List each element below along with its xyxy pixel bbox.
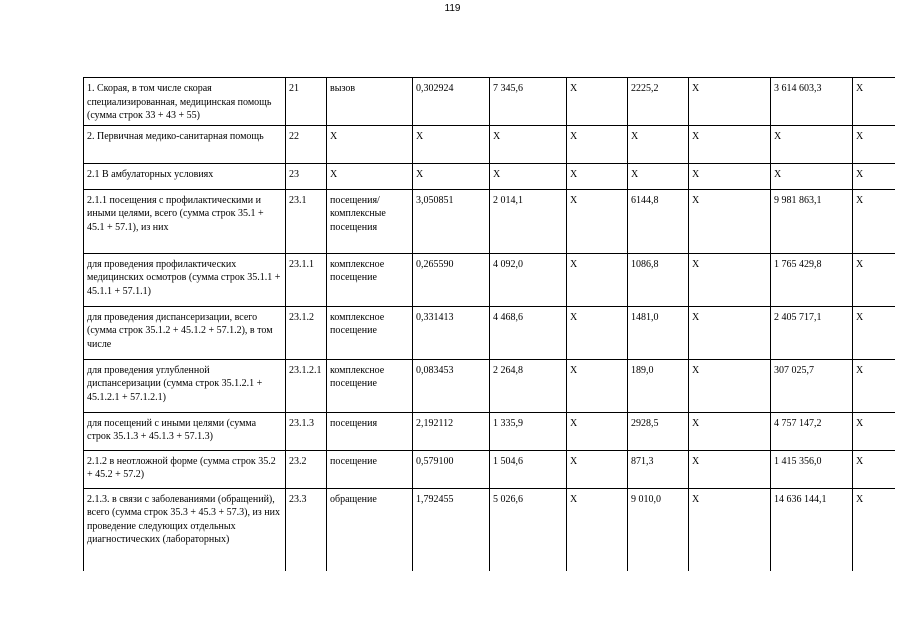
cell-col-x1: Х xyxy=(567,125,628,163)
cell-unit: Х xyxy=(327,163,413,189)
cell-cost-sum: 2928,5 xyxy=(628,412,689,450)
cell-cost-sum: 9 010,0 xyxy=(628,488,689,571)
cell-cost-sum: 189,0 xyxy=(628,359,689,412)
cell-cost-value: 7 345,6 xyxy=(490,78,567,126)
cell-cost-sum: Х xyxy=(628,163,689,189)
cell-norm-value: 2,192112 xyxy=(413,412,490,450)
cell-line-code: 23.1.2 xyxy=(286,306,327,359)
cell-row-label: 2. Первичная медико-санитарная помощь xyxy=(84,125,286,163)
cell-row-label: для проведения профилактических медицинских осмотров (сумма строк 35.1.1 + 45.1.1 + 57.1.1) xyxy=(84,253,286,306)
table-row xyxy=(84,306,896,359)
cell-norm-value: 0,083453 xyxy=(413,359,490,412)
cell-col-x3: Х xyxy=(853,450,896,488)
cell-col-x2: Х xyxy=(689,163,771,189)
cell-cost-sum: Х xyxy=(628,125,689,163)
cell-row-label: 2.1.1 посещения с профилактическими и иными целями, всего (сумма строк 35.1 + 45.1 + 57.1), из них xyxy=(84,189,286,253)
cell-col-x2: Х xyxy=(689,253,771,306)
cell-unit: комплексное посещение xyxy=(327,359,413,412)
cell-total-amount: 3 614 603,3 xyxy=(771,78,853,126)
cell-total-amount: 14 636 144,1 xyxy=(771,488,853,571)
cell-unit: посещение xyxy=(327,450,413,488)
cell-total-amount: 9 981 863,1 xyxy=(771,189,853,253)
cell-col-x1: Х xyxy=(567,253,628,306)
cell-cost-sum: 6144,8 xyxy=(628,189,689,253)
cell-line-code: 23.1.2.1 xyxy=(286,359,327,412)
cell-col-x1: Х xyxy=(567,450,628,488)
cell-col-x2: Х xyxy=(689,306,771,359)
cell-col-x3: Х xyxy=(853,78,896,126)
table-body xyxy=(84,78,896,572)
cell-norm-value: Х xyxy=(413,125,490,163)
cell-col-x2: Х xyxy=(689,125,771,163)
cell-unit: вызов xyxy=(327,78,413,126)
cell-col-x1: Х xyxy=(567,359,628,412)
table-row xyxy=(84,78,896,126)
cell-row-label: 2.1.2 в неотложной форме (сумма строк 35.2 + 45.2 + 57.2) xyxy=(84,450,286,488)
cell-cost-sum: 2225,2 xyxy=(628,78,689,126)
cell-row-label: 1. Скорая, в том числе скорая специализированная, медицинская помощь (сумма строк 33 + 43 + 55) xyxy=(84,78,286,126)
cell-col-x2: Х xyxy=(689,412,771,450)
cell-unit: Х xyxy=(327,125,413,163)
cell-col-x3: Х xyxy=(853,253,896,306)
cell-col-x1: Х xyxy=(567,488,628,571)
cell-col-x3: Х xyxy=(853,306,896,359)
table-row xyxy=(84,189,896,253)
cell-cost-sum: 1481,0 xyxy=(628,306,689,359)
cell-col-x1: Х xyxy=(567,78,628,126)
cell-line-code: 23.2 xyxy=(286,450,327,488)
cell-total-amount: 1 415 356,0 xyxy=(771,450,853,488)
cell-norm-value: 1,792455 xyxy=(413,488,490,571)
page-number: 119 xyxy=(444,3,461,14)
cell-cost-sum: 1086,8 xyxy=(628,253,689,306)
table-row xyxy=(84,253,896,306)
cell-row-label: для проведения диспансеризации, всего (сумма строк 35.1.2 + 45.1.2 + 57.1.2), в том числе xyxy=(84,306,286,359)
cell-cost-value: 1 335,9 xyxy=(490,412,567,450)
cell-cost-sum: 871,3 xyxy=(628,450,689,488)
cell-unit: посещения xyxy=(327,412,413,450)
cell-unit: комплексное посещение xyxy=(327,306,413,359)
cell-col-x1: Х xyxy=(567,189,628,253)
cell-col-x3: Х xyxy=(853,189,896,253)
cell-norm-value: 0,331413 xyxy=(413,306,490,359)
cell-col-x3: Х xyxy=(853,412,896,450)
cell-total-amount: 2 405 717,1 xyxy=(771,306,853,359)
cell-col-x2: Х xyxy=(689,78,771,126)
cell-cost-value: Х xyxy=(490,125,567,163)
cell-col-x1: Х xyxy=(567,163,628,189)
cell-col-x3: Х xyxy=(853,359,896,412)
cell-row-label: 2.1.3. в связи с заболеваниями (обращений), всего (сумма строк 35.3 + 45.3 + 57.3), из них проведение следующих отдельных диагностических (лабораторных) xyxy=(84,488,286,571)
cell-row-label: для проведения углубленной диспансеризации (сумма строк 35.1.2.1 + 45.1.2.1 + 57.1.2.1) xyxy=(84,359,286,412)
cell-col-x1: Х xyxy=(567,412,628,450)
cell-cost-value: 2 264,8 xyxy=(490,359,567,412)
cell-total-amount: Х xyxy=(771,125,853,163)
cell-line-code: 23.3 xyxy=(286,488,327,571)
cell-norm-value: 0,265590 xyxy=(413,253,490,306)
cell-total-amount: Х xyxy=(771,163,853,189)
cell-line-code: 23.1.3 xyxy=(286,412,327,450)
cell-col-x3: Х xyxy=(853,163,896,189)
cell-line-code: 22 xyxy=(286,125,327,163)
table-row xyxy=(84,488,896,571)
cell-norm-value: 0,579100 xyxy=(413,450,490,488)
cell-norm-value: Х xyxy=(413,163,490,189)
cell-col-x2: Х xyxy=(689,488,771,571)
data-table xyxy=(83,77,895,571)
cell-total-amount: 307 025,7 xyxy=(771,359,853,412)
cell-row-label: 2.1 В амбулаторных условиях xyxy=(84,163,286,189)
cell-line-code: 21 xyxy=(286,78,327,126)
cell-col-x2: Х xyxy=(689,359,771,412)
cell-cost-value: 4 468,6 xyxy=(490,306,567,359)
cell-total-amount: 1 765 429,8 xyxy=(771,253,853,306)
cell-cost-value: 5 026,6 xyxy=(490,488,567,571)
cell-col-x1: Х xyxy=(567,306,628,359)
table-row xyxy=(84,450,896,488)
cell-line-code: 23.1 xyxy=(286,189,327,253)
table-row xyxy=(84,163,896,189)
cell-row-label: для посещений с иными целями (сумма строк 35.1.3 + 45.1.3 + 57.1.3) xyxy=(84,412,286,450)
cell-unit: комплексное посещение xyxy=(327,253,413,306)
cell-col-x3: Х xyxy=(853,488,896,571)
table-row xyxy=(84,359,896,412)
cell-line-code: 23 xyxy=(286,163,327,189)
cell-unit: посещения/комплексные посещения xyxy=(327,189,413,253)
cell-cost-value: Х xyxy=(490,163,567,189)
cell-norm-value: 0,302924 xyxy=(413,78,490,126)
table-container xyxy=(83,77,895,571)
cell-col-x3: Х xyxy=(853,125,896,163)
cell-cost-value: 4 092,0 xyxy=(490,253,567,306)
table-row xyxy=(84,125,896,163)
cell-total-amount: 4 757 147,2 xyxy=(771,412,853,450)
cell-col-x2: Х xyxy=(689,450,771,488)
cell-unit: обращение xyxy=(327,488,413,571)
cell-norm-value: 3,050851 xyxy=(413,189,490,253)
table-row xyxy=(84,412,896,450)
cell-cost-value: 2 014,1 xyxy=(490,189,567,253)
cell-cost-value: 1 504,6 xyxy=(490,450,567,488)
cell-col-x2: Х xyxy=(689,189,771,253)
cell-line-code: 23.1.1 xyxy=(286,253,327,306)
